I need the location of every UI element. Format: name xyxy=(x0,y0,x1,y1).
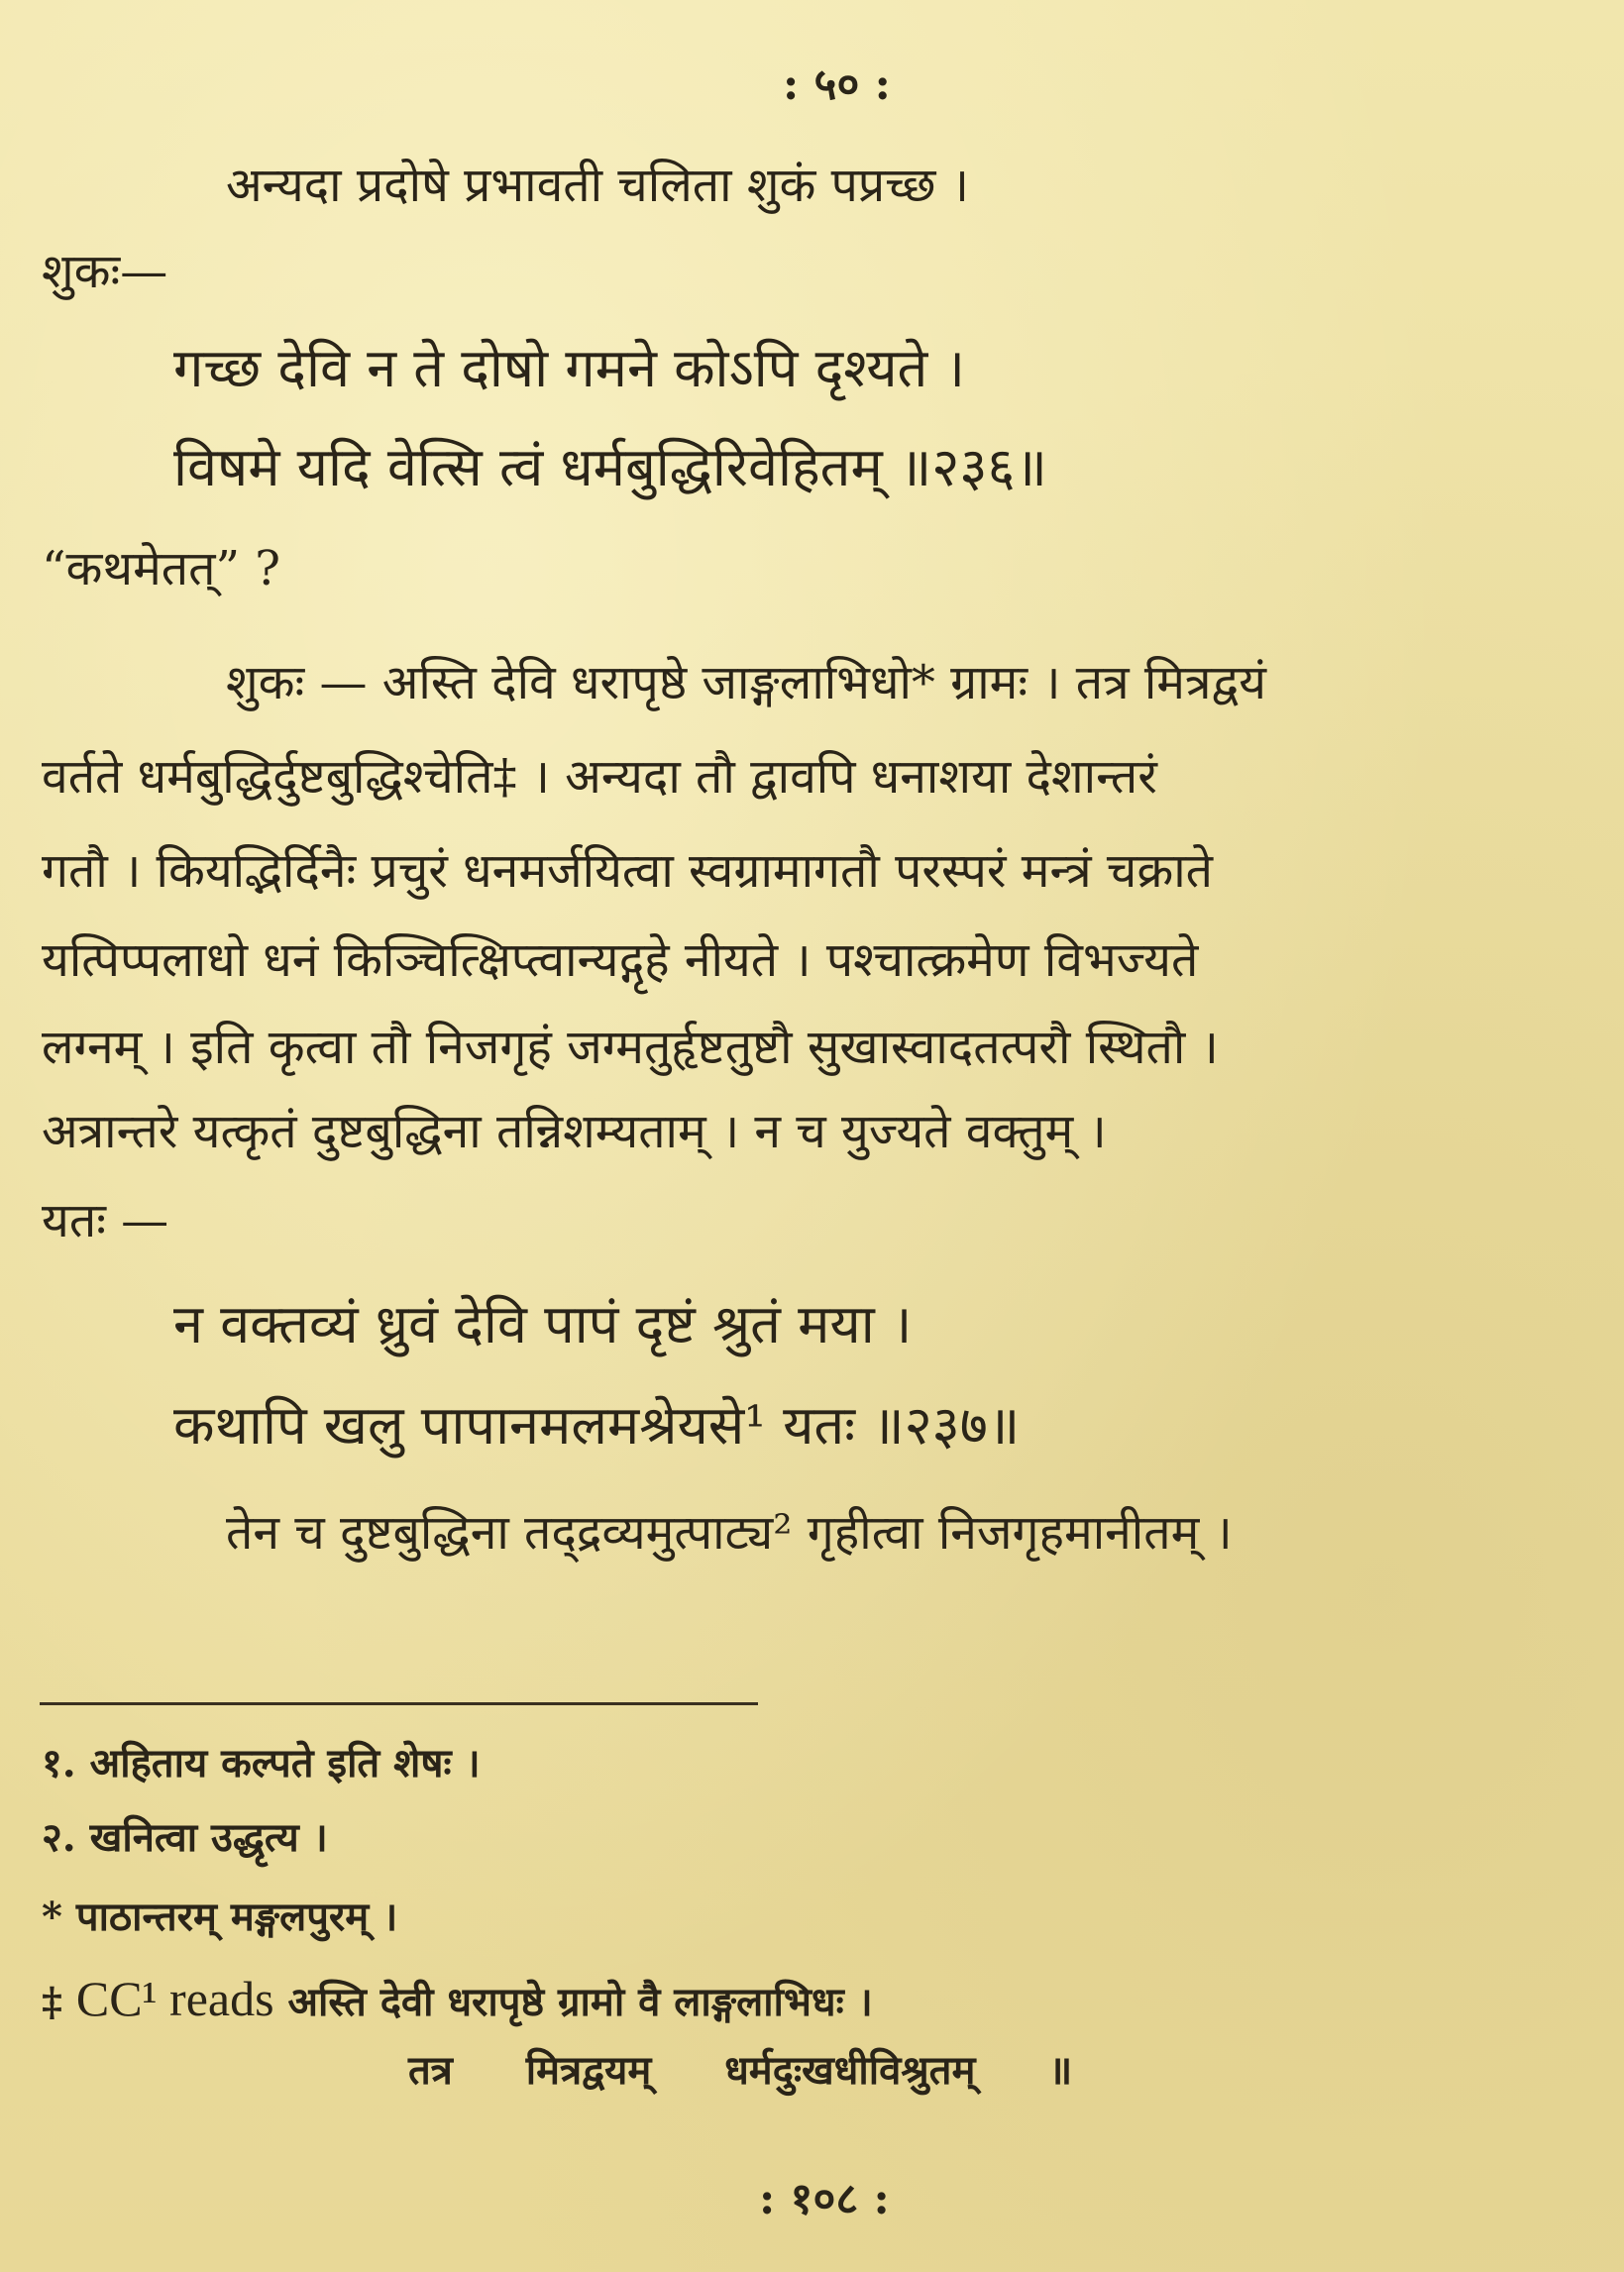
prose-line: अत्रान्तरे यत्कृतं दुष्टबुद्धिना तन्निशम्यताम् । न च युज्यते वक्तुम् । xyxy=(42,1104,1107,1159)
footnote-latin: CC¹ reads xyxy=(75,1971,274,2026)
prose-line: शुकः — अस्ति देवि धरापृष्ठे जाङ्गलाभिधो* ग्रामः । तत्र मित्रद्वयं xyxy=(226,655,1266,710)
footnote-mark: ‡ xyxy=(42,1979,62,2025)
speaker-label: यतः — xyxy=(42,1193,169,1248)
prose-line: वर्तते धर्मबुद्धिर्दुष्टबुद्धिश्चेति‡ । अन्यदा तौ द्वावपि धनाशया देशान्तरं xyxy=(42,749,1157,805)
verse-line: विषमे यदि वेत्सि त्वं धर्मबुद्धिरिवेहितम् ॥२३६॥ xyxy=(173,436,1047,498)
page-number-footer: : १०८ : xyxy=(759,2174,890,2224)
footnote: २. खनित्वा उद्धृत्य । xyxy=(42,1814,328,1861)
prose-line: “कथमेतत्” ? xyxy=(42,541,281,596)
footnote-divider xyxy=(40,1702,758,1705)
prose-line: अन्यदा प्रदोषे प्रभावती चलिता शुकं पप्रच्छ । xyxy=(226,158,969,213)
prose-line: यत्पिप्पलाधो धनं किञ्चित्क्षिप्त्वान्यद्गृहे नीयते । पश्चात्क्रमेण विभज्यते xyxy=(42,932,1199,988)
page-number-header: : ५० : xyxy=(783,59,891,110)
verse-line: गच्छ देवि न ते दोषो गमने कोऽपि दृश्यते । xyxy=(173,337,965,399)
footnote-cc-line2: तत्र मित्रद्वयम् धर्मदुःखधीविश्रुतम् ॥ xyxy=(408,2047,1073,2094)
verse-line: कथापि खलु पापानमलमश्रेयसे¹ यतः ॥२३७॥ xyxy=(173,1394,1021,1457)
verse-line: न वक्तव्यं ध्रुवं देवि पापं दृष्टं श्रुतं मया । xyxy=(173,1293,913,1355)
prose-line: गतौ । कियद्भिर्दिनैः प्रचुरं धनमर्जयित्वा स्वग्रामागतौ परस्परं मन्त्रं चक्राते xyxy=(42,843,1214,899)
footnote-text: अस्ति देवी धरापृष्ठे ग्रामो वै लाङ्गलाभिधः । xyxy=(287,1979,873,2025)
prose-line: तेन च दुष्टबुद्धिना तद्द्रव्यमुत्पाट्य² गृहीत्वा निजगृहमानीतम् । xyxy=(226,1505,1233,1561)
footnote-cc xyxy=(42,1971,873,2026)
prose-line: लग्नम् । इति कृत्वा तौ निजगृहं जग्मतुर्हृष्टतुष्टौ सुखास्वादतत्परौ स्थितौ । xyxy=(42,1020,1219,1075)
footnote: * पाठान्तरम् मङ्गलपुरम् । xyxy=(42,1893,398,1940)
footnote: १. अहिताय कल्पते इति शेषः । xyxy=(42,1740,481,1786)
speaker-label: शुकः— xyxy=(42,244,168,299)
